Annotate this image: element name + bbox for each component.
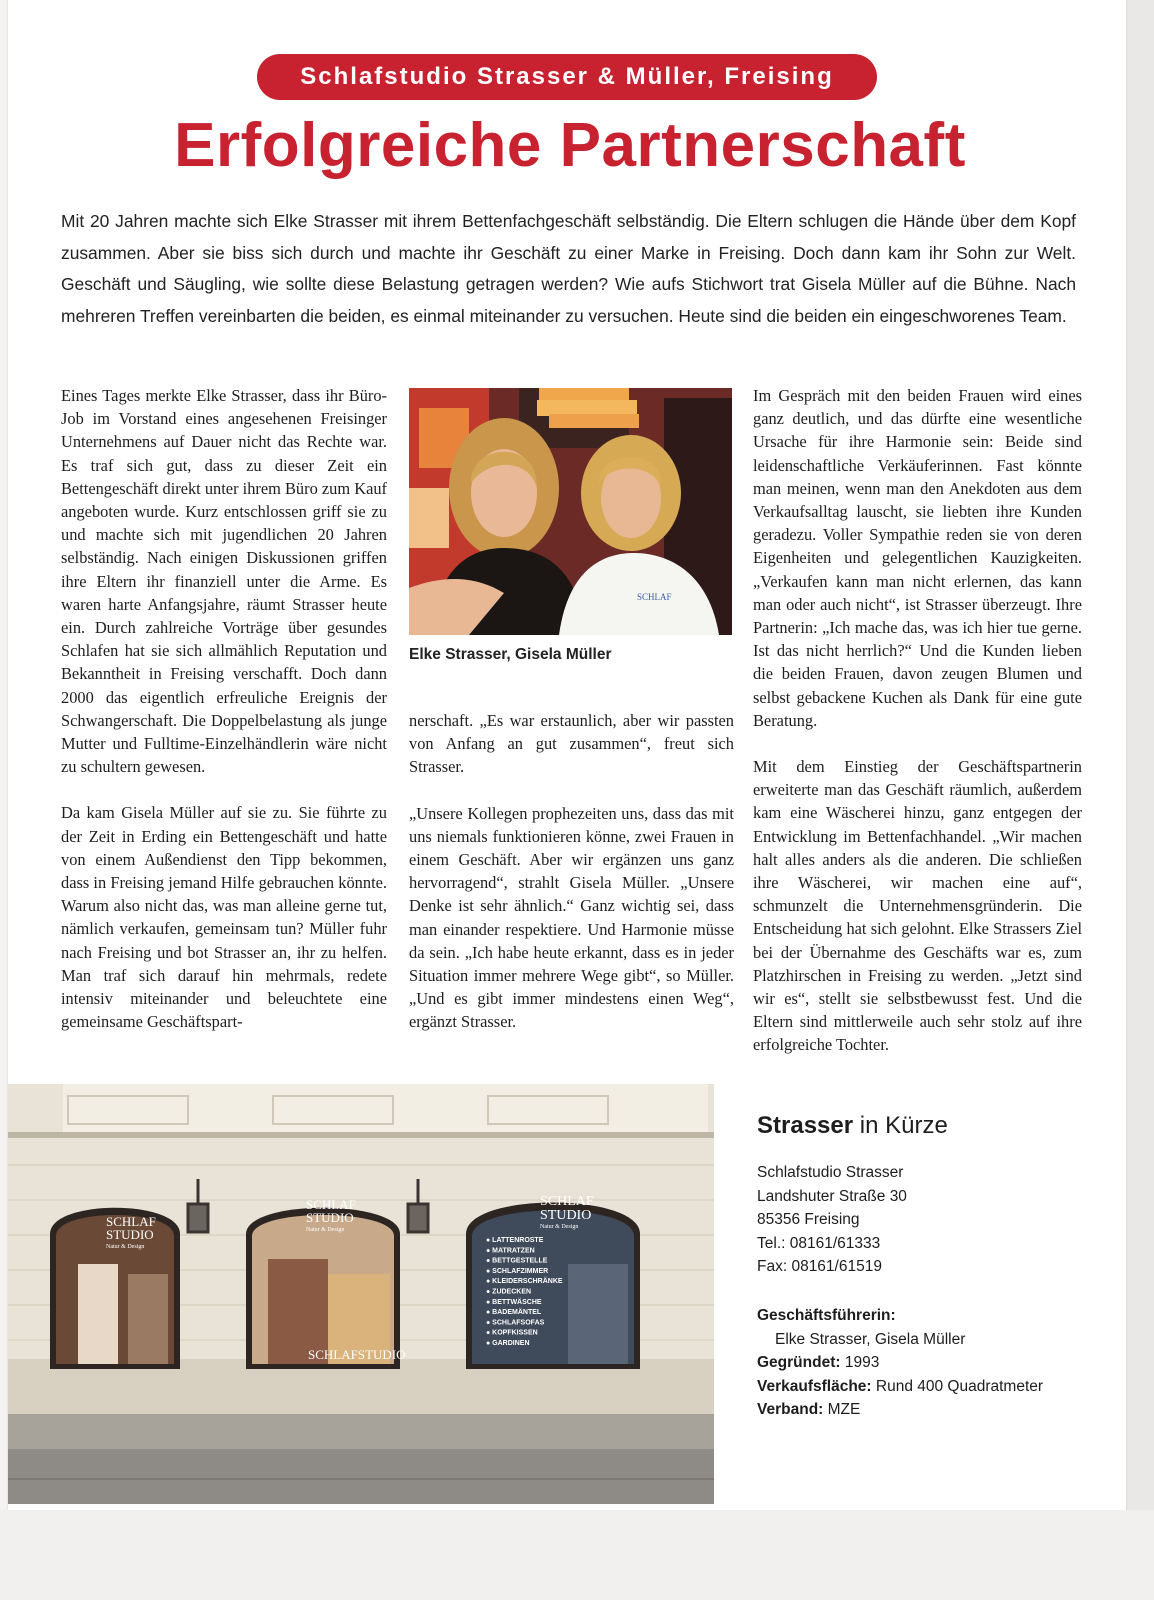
storefront-logo-tagline: Natur & Design (306, 1227, 345, 1233)
article-column-2 (409, 709, 734, 1057)
portrait-photo (409, 388, 732, 635)
area-label: Verkaufsfläche: (757, 1377, 872, 1395)
founded-row (757, 1351, 1087, 1375)
founded-label: Gegründet: (757, 1354, 841, 1372)
product-list-item: ● BETTWÄSCHE (486, 1298, 542, 1306)
city: 85356 Freising (757, 1211, 860, 1229)
phone: Tel.: 08161/61333 (757, 1234, 881, 1252)
product-list-item: ● LATTENROSTE (486, 1237, 544, 1244)
intro-paragraph: Mit 20 Jahren machte sich Elke Strasser mit ihrem Bettenfachgeschäft selbständig. Die Eltern schlugen die Hände über dem Kopf zusammen. Aber sie biss sich durch und machte ihr Geschäft zu einer Marke in Freising. Doch dann kam ihr Sohn zur Welt. Geschäft und Säugling, wie sollte diese Belastung getragen werden? Wie aufs Stichwort trat Gisela Müller auf die Bühne. Nach mehreren Treffen vereinbarten die beiden, es einmal miteinander zu versuchen. Heute sind die beiden ein eingeschworenes Team. (61, 211, 1076, 326)
headline: Erfolgreiche Partnerschaft (174, 111, 966, 180)
storefront-photo (8, 1084, 714, 1504)
product-list-item: ● BETTGESTELLE (486, 1257, 548, 1265)
area-row (757, 1375, 1087, 1399)
storefront-logo-tagline: Natur & Design (106, 1244, 145, 1250)
product-list-item: ● BADEMÄNTEL (486, 1309, 542, 1317)
product-list-item: ● MATRATZEN (486, 1247, 535, 1255)
paragraph: nerschaft. „Es war erstaunlich, aber wir passten von Anfang an gut zusammen“, freut sich Strasser. (409, 711, 734, 777)
paragraph: Da kam Gisela Müller auf sie zu. Sie führte zu der Zeit in Erding ein Bettengeschäft und hatte von einem Außendienst den Tipp bekommen, dass in Freising jemand Hilfe gebrauchen könnte. Warum also nicht das, was man alleine gerne tut, nämlich verkaufen, gemeinsam tun? Müller fuhr nach Freising und bot Strasser an, ihr zu helfen. Man traf sich darauf hin mehrmals, redete intensiv miteinander und beleuchtete eine gemeinsame Geschäftspart- (61, 803, 387, 1032)
window-sign: SCHLAFSTUDIO (308, 1347, 406, 1362)
article-column-1 (61, 384, 387, 1056)
kicker-banner: Schlafstudio Strasser & Müller, Freising (257, 54, 877, 100)
info-box (757, 1161, 1087, 1422)
page-edge (1126, 0, 1154, 1600)
info-box-title (757, 1112, 948, 1140)
company-name: Schlafstudio Strasser (757, 1164, 904, 1181)
paragraph: Im Gespräch mit den beiden Frauen wird eines ganz deutlich, und das dürfte eine wesentliche Ursache für ihre Harmonie sein: Beide sind leidenschaftliche Verkäuferinnen. Fast könnte man meinen, wenn man den Anekdoten aus dem Verkaufsalltag lauscht, sie liebten ihre Kunden geradezu. Voller Sympathie reden sie von deren Eigenheiten und gelegentlichen Kauzigkeiten. „Verkaufen kann man nicht erlernen, das kann man oder auch nicht“, ist Strasser überzeugt. Ihre Partnerin: „Ich mache das, was ich hier tue gerne. Ist das nicht herrlich?“ Und die Kunden lieben die beiden Frauen, davon zeugen Blumen und selbst gebackene Kuchen als Dank für eine gute Beratung. (753, 386, 1082, 730)
storefront-logo-line2: STUDIO (306, 1210, 354, 1225)
storefront-logo-tagline: Natur & Design (540, 1224, 579, 1230)
product-list-item: ● SCHLAFZIMMER (486, 1267, 549, 1275)
paragraph: Eines Tages merkte Elke Strasser, dass ihr Büro-Job im Vorstand eines angesehenen Freisinger Unternehmens auf Dauer nicht das Rechte war. Es traf sich gut, dass zu dieser Zeit ein Bettengeschäft direkt unter ihrem Büro zum Kauf angeboten wurde. Kurz entschlossen griff sie zu und machte sich mit jugendlichen 20 Jahren selbständig. Nach einigen Diskussionen griffen ihre Eltern ihr finanziell unter die Arme. Es waren harte Anfangsjahre, räumt Strasser heute ein. Durch zahlreiche Vorträge über gesundes Schlafen hat sie sich allmählich Reputation und Bekanntheit in Freising verschafft. Doch dann 2000 das eigentlich erfreuliche Ereignis der Schwangerschaft. Die Doppelbelastung als junge Mutter und Fulltime-Einzelhändlerin wäre nicht zu schultern gewesen. (61, 386, 387, 777)
shirt-logo: SCHLAF (637, 592, 672, 602)
storefront-logo-line2: STUDIO (540, 1208, 592, 1223)
street: Landshuter Straße 30 (757, 1187, 907, 1205)
product-list-item: ● KLEIDERSCHRÄNKE (486, 1278, 563, 1286)
managers-label: Geschäftsführerin: (757, 1306, 896, 1324)
association-label: Verband: (757, 1401, 824, 1419)
product-list-item: ● GARDINEN (486, 1340, 530, 1347)
portrait-illustration (409, 388, 732, 635)
article-column-3 (753, 384, 1082, 1080)
association-row (757, 1398, 1087, 1422)
info-title-rest: in Kürze (853, 1112, 948, 1139)
area-value: Rund 400 Quadratmeter (871, 1377, 1044, 1395)
storefront-logo-line2: STUDIO (106, 1227, 154, 1242)
managers: Elke Strasser, Gisela Müller (775, 1330, 966, 1348)
paragraph: „Unsere Kollegen prophezeiten uns, dass das mit uns niemals funktionieren könne, zwei Frauen in einem Geschäft. Aber wir ergänzen uns ganz hervorragend“, strahlt Gisela Müller. „Unsere Denke ist sehr ähnlich.“ Ganz wichtig sei, dass man einander respektiere. Und Harmonie müsse da sein. „Ich habe heute erkannt, dass es in jeder Situation immer mehrere Wege gibt“, so Müller. „Und es gibt immer mindestens einen Weg“, ergänzt Strasser. (409, 803, 734, 1032)
association-value: MZE (823, 1401, 861, 1419)
storefront-logo-line1: SCHLAF (540, 1194, 594, 1209)
paragraph: Mit dem Einstieg der Geschäftspartnerin erweiterte man das Geschäft räumlich, außerdem kam eine Wäscherei hinzu, ganz entgegen der Entwicklung im Bettenfachhandel. „Wir machen halt alles anders als die anderen. Die schließen ihre Wäscherei, wir machen eine auf“, schmunzelt die Unternehmensgründerin. Die Entscheidung hat sich gelohnt. Elke Strassers Ziel bei der Übernahme des Geschäfts war es, zum Platzhirschen in Freising zu werden. „Jetzt sind wir es“, stellt sie selbstbewusst fest. Und die Eltern sind mittlerweile auch sehr stolz auf ihre erfolgreiche Tochter. (753, 757, 1082, 1055)
product-list-item: ● ZUDECKEN (486, 1288, 532, 1296)
fax: Fax: 08161/61519 (757, 1258, 882, 1276)
photo-caption: Elke Strasser, Gisela Müller (409, 646, 612, 663)
founded-value: 1993 (840, 1354, 880, 1372)
storefront-illustration (8, 1084, 714, 1504)
product-list-item: ● SCHLAFSOFAS (486, 1319, 545, 1327)
storefront-logo-line1: SCHLAF (306, 1197, 356, 1212)
product-list-item: ● KOPFKISSEN (486, 1329, 538, 1337)
scan-margin (0, 1510, 1154, 1600)
info-title-bold: Strasser (757, 1112, 854, 1139)
storefront-logo-line1: SCHLAF (106, 1214, 156, 1229)
